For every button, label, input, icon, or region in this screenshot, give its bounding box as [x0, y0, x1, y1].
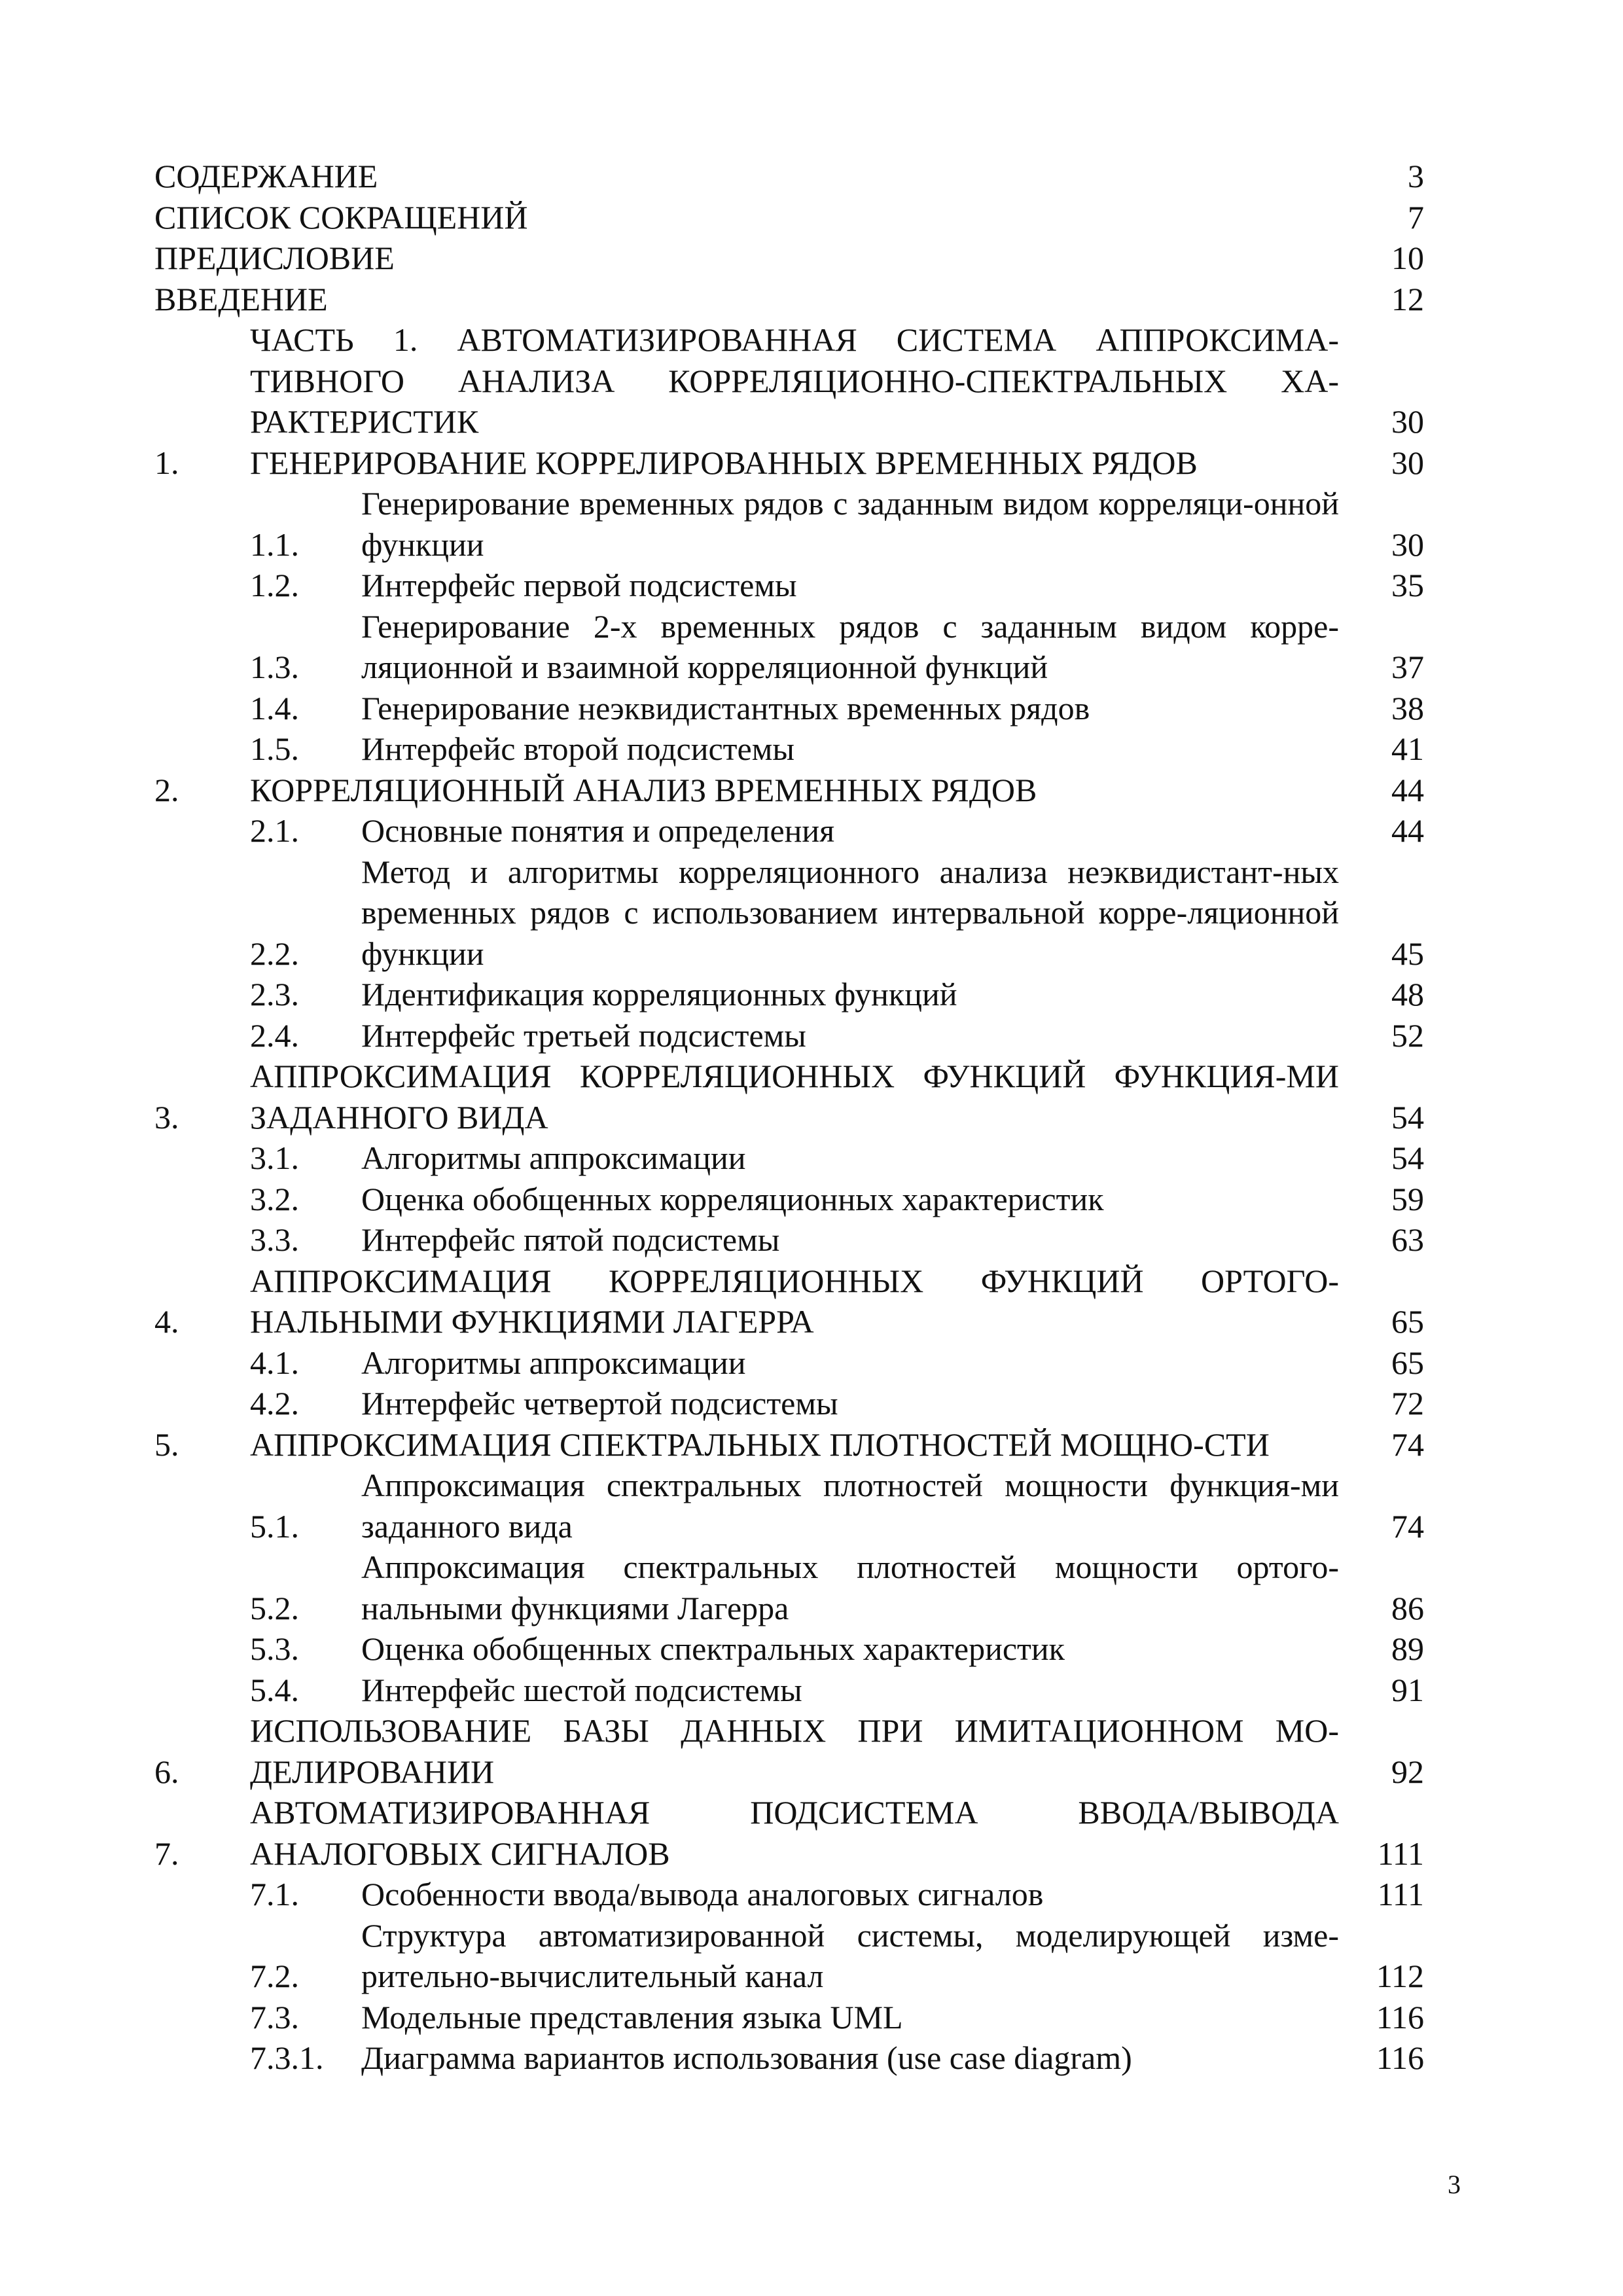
toc-entry	[154, 442, 1424, 484]
toc-entry-title: Интерфейс третьей подсистемы	[361, 1016, 806, 1054]
toc-entry-page: 35	[1391, 567, 1424, 603]
toc-entry	[154, 1465, 1424, 1547]
toc-entry-title: Интерфейс первой подсистемы	[361, 567, 797, 603]
toc-entry	[154, 1383, 1424, 1424]
toc-entry	[154, 770, 1424, 811]
toc-entry-title: Диаграмма вариантов использования (use case diagram)	[361, 2039, 1132, 2076]
toc-entry-title: Аппроксимация спектральных плотностей мощности ортого-нальными функциями Лагерра	[361, 1549, 1339, 1626]
toc-entry-page: 30	[1391, 444, 1424, 481]
toc-entry-title: Аппроксимация спектральных плотностей мощности функция-ми заданного вида	[361, 1467, 1339, 1545]
toc-entry-number: 5.3.	[250, 1630, 299, 1667]
toc-entry-page: 44	[1391, 812, 1424, 849]
toc-entry	[154, 483, 1424, 565]
toc-entry-title: ВВЕДЕНИЕ	[154, 280, 328, 317]
toc-entry-number: 7.3.	[250, 1998, 299, 2036]
toc-entry-page: 30	[1391, 403, 1424, 440]
toc-entry	[154, 606, 1424, 688]
toc-entry-title: Модельные представления языка UML	[361, 1998, 903, 2036]
toc-entry-title: Интерфейс пятой подсистемы	[361, 1221, 780, 1258]
toc-entry-page: 116	[1376, 2039, 1424, 2076]
toc-entry-title: Метод и алгоритмы корреляционного анализа неэквидистант-ных временных рядов с использованием интервальной корре-ляционной функции	[361, 853, 1339, 972]
toc-entry-number: 3.3.	[250, 1221, 299, 1258]
toc-entry-number: 2.4.	[250, 1016, 299, 1054]
toc-entry-number: 5.1.	[250, 1507, 299, 1545]
toc-entry	[154, 1179, 1424, 1220]
toc-entry-page: 92	[1391, 1753, 1424, 1790]
toc-entry-page: 41	[1391, 730, 1424, 767]
toc-entry	[154, 974, 1424, 1015]
toc-entry-title: Генерирование 2-х временных рядов с заданным видом корре-ляционной и взаимной корреляционной функций	[361, 607, 1339, 685]
toc-entry	[154, 319, 1424, 442]
toc-entry	[154, 565, 1424, 606]
toc-entry-number: 1.2.	[250, 567, 299, 603]
toc-entry-number: 1.1.	[250, 526, 299, 563]
toc-entry-page: 10	[1391, 240, 1424, 276]
toc-entry	[154, 1915, 1424, 1997]
toc-entry-page: 38	[1391, 689, 1424, 726]
toc-entry-title: Основные понятия и определения	[361, 812, 835, 849]
toc-entry-title: Интерфейс четвертой подсистемы	[361, 1385, 838, 1422]
toc-entry	[154, 279, 1424, 320]
toc-entry-page: 65	[1391, 1344, 1424, 1381]
toc-entry	[154, 852, 1424, 975]
toc-entry	[154, 2037, 1424, 2079]
toc-entry-page: 72	[1391, 1385, 1424, 1422]
toc-entry-title: АППРОКСИМАЦИЯ СПЕКТРАЛЬНЫХ ПЛОТНОСТЕЙ МОЩНО-СТИ	[250, 1426, 1270, 1463]
toc-entry-page: 59	[1391, 1180, 1424, 1217]
toc-entry-number: 3.2.	[250, 1180, 299, 1217]
toc-entry-number: 4.1.	[250, 1344, 299, 1381]
page-number: 3	[1448, 2170, 1461, 2199]
toc-entry-number: 5.	[154, 1426, 179, 1463]
table-of-contents	[154, 156, 1424, 2079]
toc-entry	[154, 810, 1424, 852]
toc-entry	[154, 1138, 1424, 1179]
toc-entry-number: 6.	[154, 1753, 179, 1790]
toc-entry-title: Оценка обобщенных корреляционных характеристик	[361, 1180, 1104, 1217]
toc-entry-number: 4.2.	[250, 1385, 299, 1422]
toc-entry-number: 2.2.	[250, 935, 299, 972]
toc-entry-page: 12	[1391, 280, 1424, 317]
toc-entry-number: 2.	[154, 771, 179, 808]
toc-entry-page: 86	[1391, 1589, 1424, 1626]
toc-entry	[154, 1219, 1424, 1261]
toc-entry-number: 2.1.	[250, 812, 299, 849]
toc-entry	[154, 1261, 1424, 1342]
toc-entry	[154, 1424, 1424, 1465]
toc-entry-number: 1.	[154, 444, 179, 481]
toc-entry	[154, 1015, 1424, 1056]
toc-entry-title: АППРОКСИМАЦИЯ КОРРЕЛЯЦИОННЫХ ФУНКЦИЙ ФУНКЦИЯ-МИ ЗАДАННОГО ВИДА	[250, 1058, 1339, 1136]
toc-entry-title: Алгоритмы аппроксимации	[361, 1139, 746, 1176]
toc-entry	[154, 1056, 1424, 1138]
toc-entry-title: ИСПОЛЬЗОВАНИЕ БАЗЫ ДАННЫХ ПРИ ИМИТАЦИОННОМ МО-ДЕЛИРОВАНИИ	[250, 1712, 1339, 1790]
toc-entry-page: 65	[1391, 1303, 1424, 1340]
toc-entry-title: СОДЕРЖАНИЕ	[154, 158, 378, 194]
toc-entry-page: 37	[1391, 649, 1424, 685]
toc-entry	[154, 1710, 1424, 1792]
toc-entry-title: КОРРЕЛЯЦИОННЫЙ АНАЛИЗ ВРЕМЕННЫХ РЯДОВ	[250, 771, 1037, 808]
toc-entry-number: 3.1.	[250, 1139, 299, 1176]
toc-entry-title: Оценка обобщенных спектральных характеристик	[361, 1630, 1065, 1667]
toc-entry	[154, 1874, 1424, 1915]
toc-entry-page: 74	[1391, 1507, 1424, 1545]
toc-entry-page: 45	[1391, 935, 1424, 972]
toc-entry	[154, 238, 1424, 279]
toc-entry-number: 1.4.	[250, 689, 299, 726]
toc-entry-title: Идентификация корреляционных функций	[361, 976, 957, 1013]
toc-entry-title: ГЕНЕРИРОВАНИЕ КОРРЕЛИРОВАННЫХ ВРЕМЕННЫХ РЯДОВ	[250, 444, 1198, 481]
toc-entry-title: Генерирование временных рядов с заданным видом корреляци-онной функции	[361, 485, 1339, 563]
toc-entry-title: Особенности ввода/вывода аналоговых сигналов	[361, 1876, 1044, 1912]
toc-entry-number: 7.2.	[250, 1958, 299, 1994]
toc-entry-number: 5.4.	[250, 1671, 299, 1708]
toc-entry	[154, 1547, 1424, 1628]
toc-entry-number: 3.	[154, 1098, 179, 1136]
toc-entry-title: Структура автоматизированной системы, моделирующей изме-рительно-вычислительный канал	[361, 1916, 1339, 1994]
toc-entry	[154, 197, 1424, 238]
toc-entry-page: 54	[1391, 1139, 1424, 1176]
toc-entry-title: АВТОМАТИЗИРОВАННАЯ ПОДСИСТЕМА ВВОДА/ВЫВОДА АНАЛОГОВЫХ СИГНАЛОВ	[250, 1794, 1339, 1872]
toc-entry-title: АППРОКСИМАЦИЯ КОРРЕЛЯЦИОННЫХ ФУНКЦИЙ ОРТОГО-НАЛЬНЫМИ ФУНКЦИЯМИ ЛАГЕРРА	[250, 1262, 1339, 1340]
toc-entry-title: СПИСОК СОКРАЩЕНИЙ	[154, 198, 528, 236]
toc-entry-number: 2.3.	[250, 976, 299, 1013]
toc-entry-number: 4.	[154, 1303, 179, 1340]
toc-entry	[154, 1997, 1424, 2038]
toc-entry-title: Интерфейс шестой подсистемы	[361, 1671, 802, 1708]
toc-entry	[154, 156, 1424, 197]
toc-entry-page: 74	[1391, 1426, 1424, 1463]
toc-entry-page: 112	[1376, 1958, 1424, 1994]
toc-entry-page: 48	[1391, 976, 1424, 1013]
toc-entry-title: ПРЕДИСЛОВИЕ	[154, 240, 395, 276]
toc-entry	[154, 1628, 1424, 1670]
toc-entry-number: 5.2.	[250, 1589, 299, 1626]
toc-entry-page: 111	[1377, 1835, 1424, 1872]
toc-entry-page: 52	[1391, 1016, 1424, 1054]
toc-entry-title: Интерфейс второй подсистемы	[361, 730, 794, 767]
toc-entry	[154, 1792, 1424, 1874]
toc-entry-page: 89	[1391, 1630, 1424, 1667]
toc-entry	[154, 1670, 1424, 1711]
toc-entry-page: 3	[1408, 158, 1424, 194]
toc-entry	[154, 1342, 1424, 1384]
toc-entry-page: 91	[1391, 1671, 1424, 1708]
toc-entry-page: 7	[1408, 198, 1424, 236]
toc-entry-number: 1.5.	[250, 730, 299, 767]
toc-entry-page: 44	[1391, 771, 1424, 808]
toc-entry-number: 7.	[154, 1835, 179, 1872]
toc-entry	[154, 688, 1424, 729]
toc-entry-number: 7.1.	[250, 1876, 299, 1912]
toc-entry-title: Генерирование неэквидистантных временных рядов	[361, 689, 1090, 726]
toc-entry-page: 30	[1391, 526, 1424, 563]
toc-entry-number: 7.3.1.	[250, 2039, 324, 2076]
toc-entry-page: 63	[1391, 1221, 1424, 1258]
toc-entry-title: ЧАСТЬ 1. АВТОМАТИЗИРОВАННАЯ СИСТЕМА АППРОКСИМА-ТИВНОГО АНАЛИЗА КОРРЕЛЯЦИОННО-СПЕКТРАЛЬНЫХ ХА-РАКТЕРИСТИК	[250, 321, 1339, 440]
toc-entry-page: 111	[1377, 1876, 1424, 1912]
toc-entry-page: 116	[1376, 1998, 1424, 2036]
toc-entry-page: 54	[1391, 1098, 1424, 1136]
toc-entry	[154, 728, 1424, 770]
toc-entry-title: Алгоритмы аппроксимации	[361, 1344, 746, 1381]
toc-entry-number: 1.3.	[250, 649, 299, 685]
